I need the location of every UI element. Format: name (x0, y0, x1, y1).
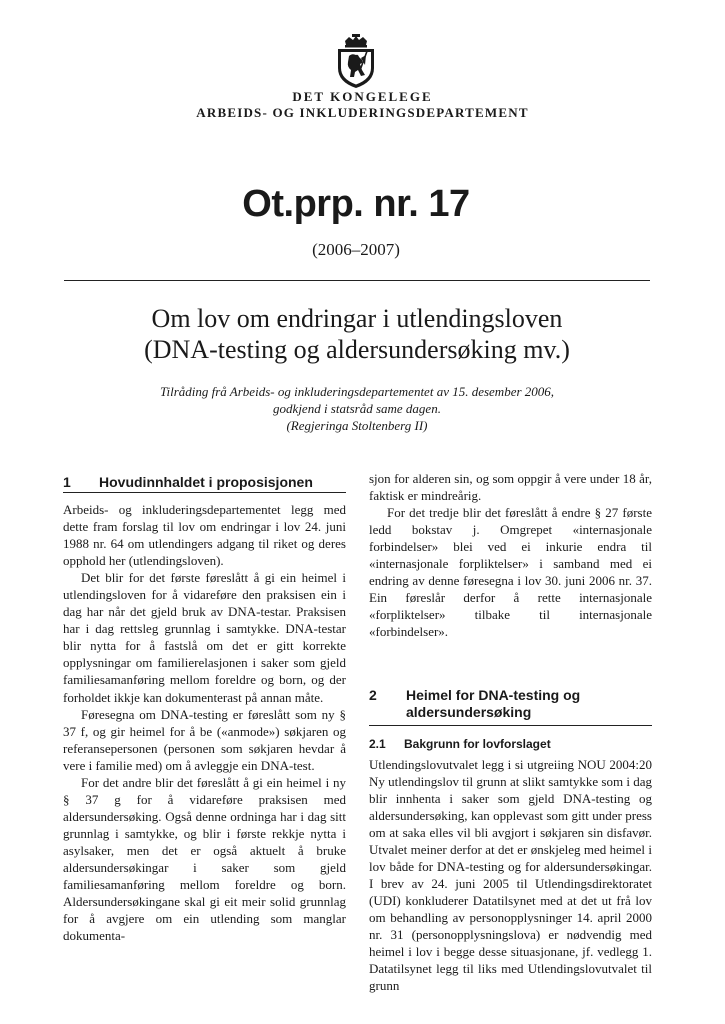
right-column (369, 470, 652, 994)
section-1-paragraph-4: For det andre blir det føreslått å gi ein heimel i ny § 37 g for å vidareføre praksisen med aldersundersøking. Også denne ordninga har i dag sitt grunnlag i samtykke, og blir i første rekkje nytta i asylsaker, men det er også aktuelt å bruke aldersundersøkingar i saker som gjeld familiesamanføring mellom foreldre og born. Aldersundersøkingane skal gi eit meir solid grunnlag for å avgjere om ein utlending som manglar dokumenta- (63, 774, 346, 944)
section-1-heading (63, 470, 346, 493)
main-title (0, 303, 714, 365)
department-name-line1: DET KONGELEGE (292, 89, 433, 104)
main-title-line2: (DNA-testing og aldersundersøking mv.) (144, 335, 570, 364)
section-1-number: 1 (63, 474, 71, 490)
section-1-paragraph-5: sjon for alderen sin, og som oppgir å vere under 18 år, faktisk er mindreårig. (369, 471, 652, 504)
title-divider (64, 280, 650, 281)
section-1-paragraph-2: Det blir for det første føreslått å gi ein heimel i utlendingsloven for å vidareføre den praksisen ein i dag har når det gjeld bruk av DNA-testar. Praksisen har i dag rettsleg grunnlag i samtykke. DNA-testar blir nytta for å fastslå om det er gitt korrekte opplysningar om familierelasjonen i saker som gjeld familiesamanføring mellom foreldre og born, og der forholdet ikkje kan dokumenterast på annan måte. (63, 570, 346, 705)
section-1-paragraph-6: For det tredje blir det føreslått å endre § 27 første ledd bokstav j. Omgrepet «internasjonale forbindelser» blei ved ei inkurie endra til «internasjonale forpliktelser» i samband med ei endring av denne føresegna i lov 30. juni 2006 nr. 37. Ein føreslår derfor å rette internasjonale «forpliktelser» tilbake til internasjonale «forbindelser». (369, 505, 652, 640)
approval-note (0, 383, 714, 434)
subsection-2-1-number: 2.1 (369, 737, 386, 752)
section-2-title: Heimel for DNA-testing og aldersundersøking (406, 687, 581, 721)
norwegian-royal-crest-icon (332, 32, 380, 90)
section-2-number: 2 (369, 687, 377, 704)
section-1-paragraph-3: Føresegna om DNA-testing er føreslått som ny § 37 f, og gir heimel for å be («anmode») søkjaren og referansepersonen (personen som søkjaren hevdar å vere i familie med) om å avleggje ein DNA-test. (63, 706, 346, 773)
main-title-line1: Om lov om endringar i utlendingsloven (151, 304, 563, 333)
section-2-paragraph-1: Utlendingslovutvalet legg i si utgreiing NOU 2004:20 Ny utlendingslov til grunn at slikt samtykke som i dag blir innhenta i saker som gjeld DNA-testing og aldersundersøking, kan opplevast som gitt under press om at saka elles vil bli avgjort i søkjaren sin disfavør. Utvalet meiner derfor at det er ønskjeleg med heimel i lov både for DNA-testing og for aldersundersøkingar. I brev av 24. juni 2005 til Utlendingsdirektoratet (UDI) konkluderer Datatilsynet med at det ut frå lov om behandling av personopplysninger 14. april 2000 nr. 31 (personopplysningslova) er nødvendig med heimel i lov i begge desse situasjonane, jf. vedlegg 1. Datatilsynet legg til liks med Utlendingslovutvalet til grunn (369, 756, 652, 994)
department-name-line2: ARBEIDS- OG INKLUDERINGSDEPARTEMENT (196, 105, 529, 120)
approval-note-line2: godkjend i statsråd same dagen. (273, 401, 441, 416)
section-1-paragraph-1: Arbeids- og inkluderingsdepartementet legg med dette fram forslag til lov om endringar i lov 24. juni 1988 nr. 64 om utlendingers adgang til riket og deres opphold her (utlendingsloven). (63, 502, 346, 569)
left-column (63, 470, 346, 944)
subsection-2-1-heading (369, 736, 652, 753)
document-year: (2006–2007) (312, 240, 400, 259)
section-1-title: Hovudinnhaldet i proposisjonen (99, 474, 313, 490)
approval-note-line3: (Regjeringa Stoltenberg II) (286, 418, 428, 433)
subsection-2-1-title: Bakgrunn for lovforslaget (404, 737, 551, 752)
approval-note-line1: Tilråding frå Arbeids- og inkluderingsdepartementet av 15. desember 2006, (159, 384, 555, 399)
document-title: Ot.prp. nr. 17 (242, 183, 470, 225)
section-2-heading (369, 687, 652, 726)
